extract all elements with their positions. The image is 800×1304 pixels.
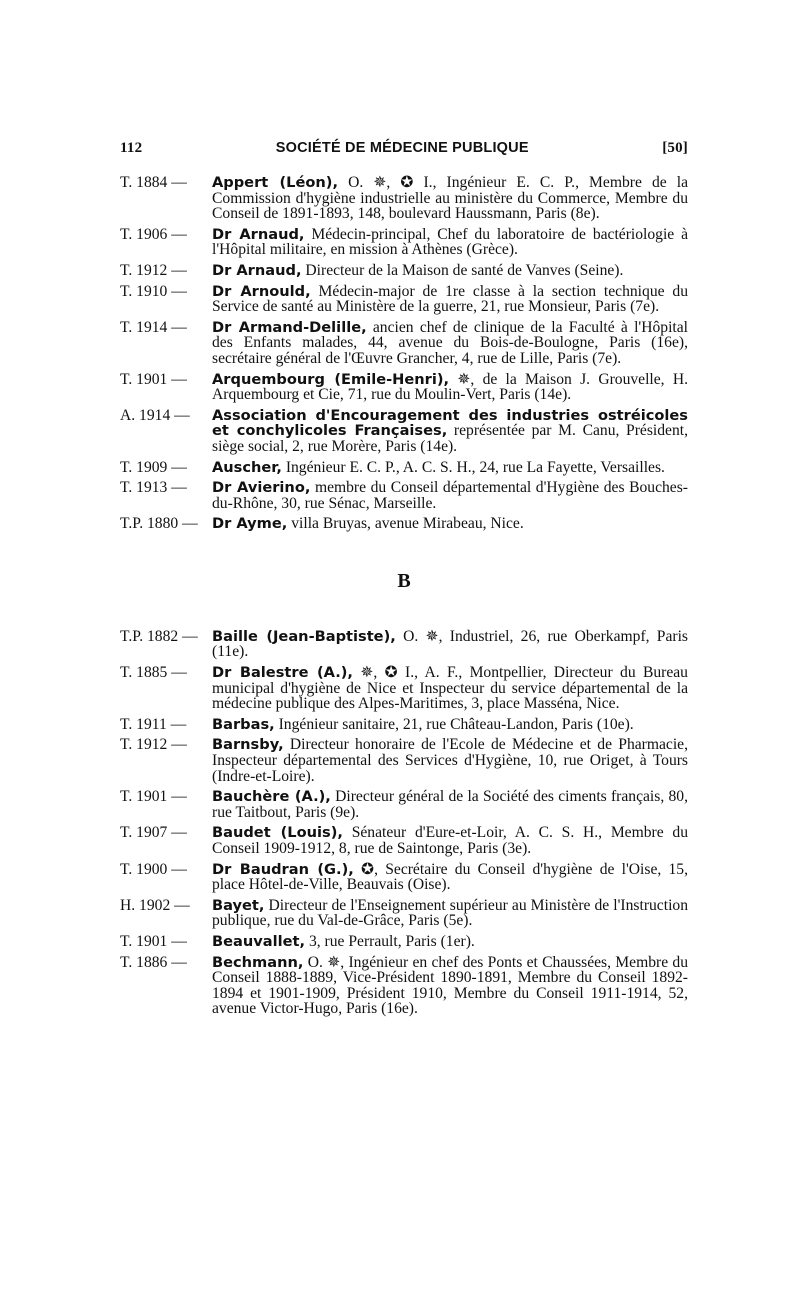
- member-name: Barbas,: [212, 715, 275, 733]
- member-entry: [120, 480, 688, 511]
- membership-code: T. 1914 —: [120, 318, 187, 336]
- member-entry: [120, 737, 688, 784]
- member-entry: [120, 955, 688, 1017]
- member-details: membre du Conseil départemental d'Hygiène des Bouches-du-Rhône, 30, rue Sénac, Marseille.: [212, 479, 688, 512]
- membership-code: T. 1886 —: [120, 953, 187, 971]
- membership-code: T. 1910 —: [120, 282, 187, 300]
- member-name: Appert (Léon),: [212, 174, 339, 191]
- member-name: Bayet,: [212, 896, 265, 914]
- member-name: Dr Ayme,: [212, 515, 288, 533]
- member-details: ✵, de la Maison J. Grouvelle, H. Arquembourg et Cie, 71, rue du Moulin-Vert, Paris (14e).: [212, 370, 688, 404]
- member-entry: [120, 898, 688, 929]
- member-details: ✵, ✪ I., A. F., Montpellier, Directeur du Bureau municipal d'hygiène de Nice et Inspecteur du service départemental de la médecine publique des Alpes-Maritimes, 3, place Masséna, Nice.: [212, 664, 688, 713]
- member-entry: [120, 460, 688, 476]
- member-details: Directeur de l'Enseignement supérieur au Ministère de l'Instruction publique, rue du Val-de-Grâce, Paris (5e).: [212, 896, 688, 930]
- member-name: Dr Arnaud,: [212, 261, 302, 279]
- page-number: 112: [120, 140, 143, 156]
- membership-code: T. 1912 —: [120, 736, 187, 754]
- membership-code: T. 1884 —: [120, 174, 187, 191]
- member-name: Dr Arnould,: [212, 282, 311, 300]
- member-entry: [120, 934, 688, 950]
- member-name: Dr Balestre (A.),: [212, 664, 353, 682]
- member-details: 3, rue Perrault, Paris (1er).: [308, 932, 475, 950]
- running-title: SOCIÉTÉ DE MÉDECINE PUBLIQUE: [275, 140, 529, 156]
- member-details: Directeur de la Maison de santé de Vanves (Seine).: [305, 261, 624, 279]
- member-details: Sénateur d'Eure-et-Loir, A. C. S. H., Membre du Conseil 1909-1912, 8, rue de Saintonge, Paris (3e).: [212, 824, 688, 857]
- member-name: Baudet (Louis),: [212, 824, 343, 842]
- member-details: ancien chef de clinique de la Faculté à l'Hôpital des Enfants malades, 44, avenue du Bois-de-Boulogne, Paris (16e), secrétaire général de l'Œuvre Grancher, 4, rue de Lille, Paris (7e).: [212, 318, 688, 367]
- document-page: [120, 140, 688, 1022]
- membership-code: T. 1901 —: [120, 370, 187, 388]
- member-details: ✪, Secrétaire du Conseil d'hygiène de l'Oise, 15, place Hôtel-de-Ville, Beauvais (Oise).: [212, 860, 688, 894]
- membership-code: T. 1913 —: [120, 479, 187, 497]
- member-entry: [120, 227, 688, 258]
- member-entry: [120, 825, 688, 856]
- member-name: Baille (Jean-Baptiste),: [212, 627, 396, 645]
- section-letter: B: [397, 569, 411, 592]
- member-entry: [120, 320, 688, 367]
- member-details: Directeur honoraire de l'Ecole de Médecine et de Pharmacie, Inspecteur départemental des Services d'Hygiène, 10, rue Origet, à Tours (Indre-et-Loire).: [212, 736, 688, 785]
- member-details: représentée par M. Canu, Président, siège social, 2, rue Morère, Paris (14e).: [212, 422, 688, 455]
- membership-code: T. 1909 —: [120, 458, 187, 476]
- membership-code: T. 1885 —: [120, 664, 187, 682]
- membership-code: H. 1902 —: [120, 896, 190, 914]
- member-entry: [120, 263, 688, 279]
- member-name: Arquembourg (Emile-Henri),: [212, 370, 450, 388]
- membership-code: T.P. 1882 —: [120, 627, 198, 645]
- membership-code: T. 1901 —: [120, 932, 187, 950]
- member-name: Bechmann,: [212, 953, 304, 971]
- bracket-page-number: [50]: [662, 140, 688, 156]
- member-details: Médecin-principal, Chef du laboratoire de bactériologie à l'Hôpital militaire, en mission à Athènes (Grèce).: [212, 225, 688, 259]
- membership-code: T.P. 1880 —: [120, 515, 198, 533]
- membership-code: T. 1912 —: [120, 261, 187, 279]
- member-name: Association d'Encouragement des industries ostréicoles et conchylicoles Françaises,: [212, 406, 688, 440]
- membership-code: T. 1907 —: [120, 824, 187, 842]
- member-details: Directeur général de la Société des ciments français, 80, rue Taitbout, Paris (9e).: [212, 788, 689, 821]
- member-entry: [120, 789, 688, 820]
- member-details: Ingénieur E. C. P., A. C. S. H., 24, rue La Fayette, Versailles.: [285, 458, 665, 476]
- member-entry: [120, 862, 688, 893]
- member-name: Barnsby,: [212, 736, 284, 754]
- page-header: [120, 140, 688, 157]
- member-list-b: [120, 629, 688, 1017]
- membership-code: A. 1914 —: [120, 406, 190, 424]
- member-name: Dr Avierino,: [212, 479, 311, 497]
- member-entry: [120, 665, 688, 712]
- member-name: Bauchère (A.),: [212, 788, 331, 806]
- member-details: Ingénieur sanitaire, 21, rue Château-Landon, Paris (10e).: [278, 715, 634, 733]
- member-name: Dr Baudran (G.),: [212, 860, 354, 878]
- member-entry: [120, 284, 688, 315]
- membership-code: T. 1900 —: [120, 860, 187, 878]
- member-details: O. ✵, Industriel, 26, rue Oberkampf, Paris (11e).: [212, 627, 688, 661]
- member-details: Médecin-major de 1re classe à la section technique du Service de santé au Ministère de la guerre, 21, rue Monsieur, Paris (7e).: [212, 282, 688, 316]
- member-name: Dr Armand-Delille,: [212, 318, 367, 336]
- member-entry: [120, 175, 688, 222]
- member-list-a: [120, 175, 688, 532]
- member-name: Dr Arnaud,: [212, 225, 305, 243]
- member-entry: [120, 516, 688, 532]
- member-entry: [120, 629, 688, 660]
- member-details: villa Bruyas, avenue Mirabeau, Nice.: [291, 515, 524, 533]
- member-details: O. ✵, ✪ I., Ingénieur E. C. P., Membre de la Commission d'hygiène industrielle au ministère du Commerce, Membre du Conseil de 1891-1893, 148, boulevard Haussmann, Paris (8e).: [212, 174, 688, 223]
- membership-code: T. 1906 —: [120, 225, 187, 243]
- member-name: Beauvallet,: [212, 932, 306, 950]
- member-name: Auscher,: [212, 458, 282, 476]
- membership-code: T. 1901 —: [120, 788, 187, 806]
- member-entry: [120, 372, 688, 403]
- membership-code: T. 1911 —: [120, 715, 187, 733]
- member-details: O. ✵, Ingénieur en chef des Ponts et Chaussées, Membre du Conseil 1888-1889, Vice-Président 1890-1891, Membre du Conseil 1892-1894 et 1901-1909, Président 1910, Membre du Conseil 1911-1914, 52, avenue Victor-Hugo, Paris (16e).: [212, 953, 688, 1018]
- member-entry: [120, 717, 688, 733]
- member-entry: [120, 408, 688, 455]
